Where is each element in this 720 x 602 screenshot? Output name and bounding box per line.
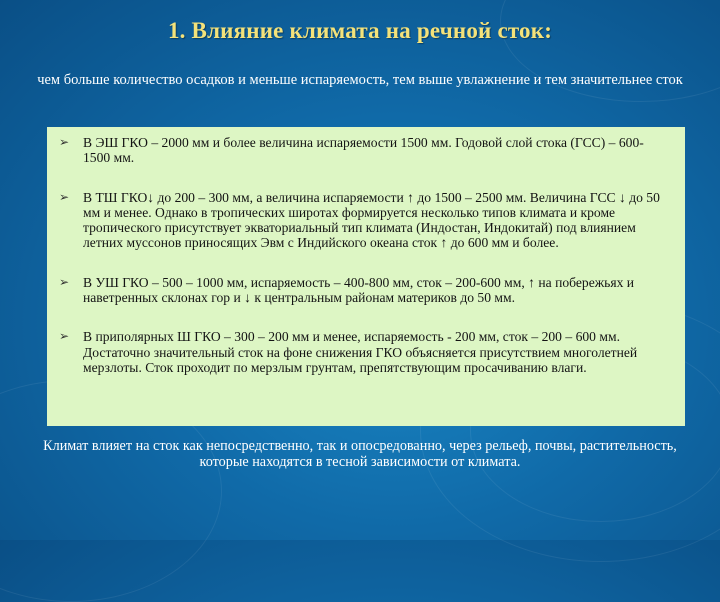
list-item [59,329,661,375]
list-item [59,135,661,166]
arrow-bullet-icon: ➢ [59,274,70,289]
list-item [59,190,661,251]
list-item-text: В УШ ГКО – 500 – 1000 мм, испаряемость – 400-800 мм, сток – 200-600 мм, ↑ на побережьях и наветренных склонах гор и ↓ к центральным районам материков до 50 мм. [83,274,635,306]
list-item [59,275,661,306]
conclusion-text: Климат влияет на сток как непосредственно, так и опосредованно, через рельеф, почвы, растительность, которые находятся в тесной зависимости от климата. [43,438,677,470]
slide-title: 1. Влияние климата на речной сток: [167,18,553,43]
arrow-bullet-icon: ➢ [59,329,70,344]
list-item-text: В ТШ ГКО↓ до 200 – 300 мм, а величина испаряемости ↑ до 1500 – 2500 мм. Величина ГСС ↓ до 50 мм и менее. Однако в тропических широтах формируется несколько типов климата и кроме тропического присутствует экваториальный тип климата (Индостан, Индокитай) под влиянием летних муссонов приносящих Эвм с Индийского океана сток ↑ до 600 мм и более. [83,189,660,251]
list-item-text: В приполярных Ш ГКО – 300 – 200 мм и менее, испаряемость - 200 мм, сток – 200 – 600 мм. Достаточно значительный сток на фоне снижения ГКО объясняется присутствием многолетней мерзлоты. Сток проходит по мерзлым грунтам, препятствующим просачиванию влаги. [83,329,638,375]
arrow-bullet-icon: ➢ [59,135,70,149]
content-box [47,127,685,426]
list-item-text: В ЭШ ГКО – 2000 мм и более величина испаряемости 1500 мм. Годовой слой стока (ГСС) – 600-1500 мм. [83,135,644,166]
arrow-bullet-icon: ➢ [59,189,70,204]
slide-subtitle: чем больше количество осадков и меньше испаряемость, тем выше увлажнение и тем значительнее сток [37,72,683,88]
